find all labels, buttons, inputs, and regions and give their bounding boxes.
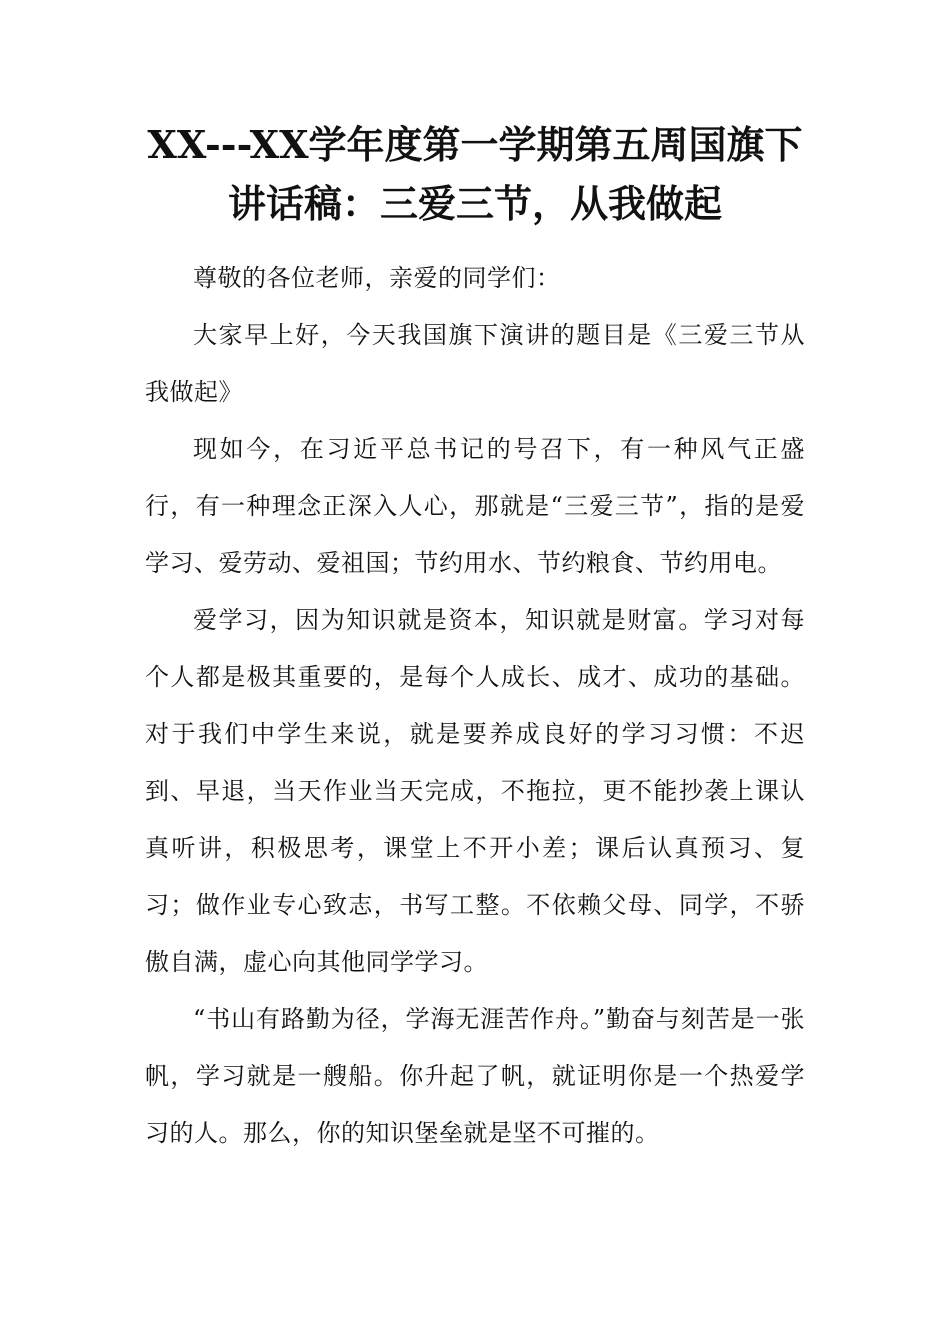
intro-paragraph: 现如今，在习近平总书记的号召下，有一种风气正盛行，有一种理念正深入人心，那就是“三爱三节”，指的是爱学习、爱劳动、爱祖国；节约用水、节约粮食、节约用电。 xyxy=(145,435,805,577)
document-title xyxy=(145,115,805,233)
title-line-2: 讲话稿：三爱三节，从我做起 xyxy=(227,181,722,226)
document-page xyxy=(145,115,805,1162)
salutation-paragraph: 尊敬的各位老师，亲爱的同学们： xyxy=(193,264,561,292)
document-body xyxy=(145,250,805,1162)
greeting-paragraph: 大家早上好，今天我国旗下演讲的题目是《三爱三节从我做起》 xyxy=(145,321,805,406)
study-paragraph: 爱学习，因为知识就是资本，知识就是财富。学习对每个人都是极其重要的，是每个人成长、成才、成功的基础。对于我们中学生来说，就是要养成良好的学习习惯：不迟到、早退，当天作业当天完成，不拖拉，更不能抄袭上课认真听讲，积极思考，课堂上不开小差；课后认真预习、复习；做作业专心致志，书写工整。不依赖父母、同学，不骄傲自满，虚心向其他同学学习。 xyxy=(145,606,805,976)
quote-paragraph: “书山有路勤为径，学海无涯苦作舟。”勤奋与刻苦是一张帆，学习就是一艘船。你升起了帆，就证明你是一个热爱学习的人。那么，你的知识堡垒就是坚不可摧的。 xyxy=(145,1005,805,1147)
title-line-1: XX---XX学年度第一学期第五周国旗下 xyxy=(147,122,803,167)
